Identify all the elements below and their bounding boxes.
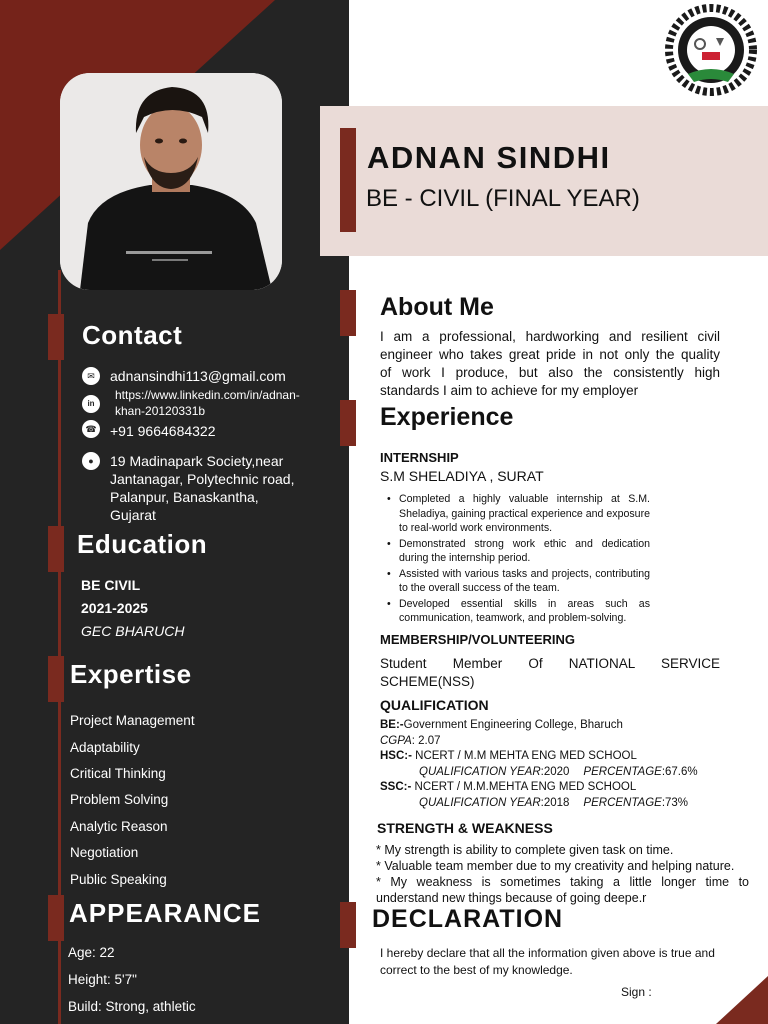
contact-phone[interactable]: +91 9664684322 <box>110 423 216 439</box>
ssc-pct-value: :73% <box>661 797 689 809</box>
hsc-pct-value: :67.6% <box>661 766 698 778</box>
be-value: Government Engineering College, Bharuch <box>403 719 623 731</box>
appearance-marker <box>48 895 64 941</box>
expertise-item: Critical Thinking <box>70 766 166 781</box>
qualification-ssc <box>380 781 636 793</box>
hsc-year-value: :2020 <box>540 766 570 778</box>
ssc-year-label: QUALIFICATION YEAR <box>419 797 541 809</box>
cgpa-label: CGPA <box>380 735 412 747</box>
experience-bullets <box>384 492 650 627</box>
location-icon: ● <box>82 452 100 470</box>
college-seal-icon <box>658 4 764 100</box>
experience-bullet: • Demonstrated strong work ethic and dedication during the internship period. <box>384 537 650 566</box>
expertise-item: Problem Solving <box>70 792 169 807</box>
qualification-hsc <box>380 750 637 762</box>
education-college: GEC BHARUCH <box>81 623 185 639</box>
qualification-ssc-detail <box>419 797 688 809</box>
be-label: BE:- <box>380 719 404 731</box>
person-silhouette-icon <box>60 73 282 290</box>
experience-company: S.M SHELADIYA , SURAT <box>380 468 544 484</box>
about-line: of work I produce, but also the consistently high <box>380 365 720 380</box>
decor-corner <box>716 976 768 1024</box>
ssc-year-value: :2018 <box>540 797 570 809</box>
strength-line-1: * My strength is ability to complete given task on time. <box>376 843 674 857</box>
expertise-heading: Expertise <box>70 659 192 689</box>
expertise-item: Adaptability <box>70 740 140 755</box>
linkedin-line-1: https://www.linkedin.com/in/adnan- <box>115 388 300 402</box>
expertise-item: Project Management <box>70 713 195 728</box>
experience-heading: Experience <box>380 403 514 431</box>
ssc-label: SSC:- <box>380 781 412 793</box>
contact-email[interactable]: adnansindhi113@gmail.com <box>110 368 286 384</box>
experience-bullet: • Assisted with various tasks and projects, contributing to the overall success of the team. <box>384 567 650 596</box>
appearance-age: Age: 22 <box>68 945 115 960</box>
contact-linkedin[interactable] <box>115 387 300 419</box>
hsc-value: NCERT / M.M MEHTA ENG MED SCHOOL <box>411 750 637 762</box>
membership-heading: MEMBERSHIP/VOLUNTEERING <box>380 632 576 647</box>
qualification-hsc-detail <box>419 766 698 778</box>
education-years: 2021-2025 <box>81 600 148 616</box>
declaration-sign: Sign : <box>621 985 652 999</box>
ssc-value: NCERT / M.M.MEHTA ENG MED SCHOOL <box>411 781 637 793</box>
membership-line-1: Student Member Of NATIONAL SERVICE <box>380 656 720 671</box>
hsc-pct-label: PERCENTAGE <box>583 766 662 778</box>
contact-address <box>110 452 294 524</box>
membership-line-2: SCHEME(NSS) <box>380 674 475 689</box>
linkedin-line-2: khan-20120331b <box>115 404 206 418</box>
address-line: 19 Madinapark Society,near <box>110 453 284 469</box>
contact-heading: Contact <box>82 320 183 350</box>
header-band <box>320 106 768 256</box>
experience-bullet: • Completed a highly valuable internship at S.M. Sheladiya, gaining practical experience and exposure to real-world work environments. <box>384 492 650 536</box>
expertise-marker <box>48 656 64 702</box>
declaration-heading: DECLARATION <box>372 905 564 933</box>
declaration-line-1: I hereby declare that all the information given above is true and <box>380 946 715 960</box>
strength-line-4: understand new things because of going deepe.r <box>376 891 647 905</box>
declaration-line-2: correct to the best of my knowledge. <box>380 963 573 977</box>
profile-photo <box>60 73 282 290</box>
about-line: engineer who takes great pride in not only the quality <box>380 347 720 362</box>
education-marker <box>48 526 64 572</box>
education-degree: BE CIVIL <box>81 577 141 593</box>
declaration-marker <box>340 902 356 948</box>
appearance-heading: APPEARANCE <box>69 898 262 928</box>
experience-role: INTERNSHIP <box>380 450 459 465</box>
about-heading: About Me <box>380 293 494 321</box>
experience-marker <box>340 400 356 446</box>
about-line: I am a professional, hardworking and resilient civil <box>380 329 720 344</box>
about-text <box>380 328 720 400</box>
expertise-item: Analytic Reason <box>70 819 168 834</box>
qualification-be <box>380 719 623 731</box>
strength-line-3: * My weakness is sometimes taking a little longer time to <box>376 875 749 889</box>
appearance-height: Height: 5'7" <box>68 972 137 987</box>
hsc-label: HSC:- <box>380 750 412 762</box>
strength-line-2: * Valuable team member due to my creativity and helping nature. <box>376 859 735 873</box>
college-logo <box>658 4 764 100</box>
person-name: ADNAN SINDHI <box>367 140 611 175</box>
experience-bullet: • Developed essential skills in areas such as communication, teamwork, and problem-solving. <box>384 597 650 626</box>
address-line: Gujarat <box>110 507 156 523</box>
strength-heading: STRENGTH & WEAKNESS <box>377 820 553 836</box>
mail-icon: ✉ <box>82 367 100 385</box>
header-marker <box>340 128 356 232</box>
expertise-item: Public Speaking <box>70 872 167 887</box>
expertise-item: Negotiation <box>70 845 139 860</box>
appearance-build: Build: Strong, athletic <box>68 999 196 1014</box>
cgpa-value: : 2.07 <box>411 735 441 747</box>
education-heading: Education <box>77 529 208 559</box>
address-line: Jantanagar, Polytechnic road, <box>110 471 295 487</box>
contact-marker <box>48 314 64 360</box>
address-line: Palanpur, Banaskantha, <box>110 489 259 505</box>
linkedin-icon: in <box>82 395 100 413</box>
about-line: standards I aim to achieve for my employer <box>380 383 639 398</box>
person-degree: BE - CIVIL (FINAL YEAR) <box>366 185 640 212</box>
about-marker <box>340 290 356 336</box>
qualification-heading: QUALIFICATION <box>380 697 489 713</box>
qualification-cgpa <box>380 735 441 747</box>
ssc-pct-label: PERCENTAGE <box>583 797 662 809</box>
hsc-year-label: QUALIFICATION YEAR <box>419 766 541 778</box>
phone-icon: ☎ <box>82 420 100 438</box>
